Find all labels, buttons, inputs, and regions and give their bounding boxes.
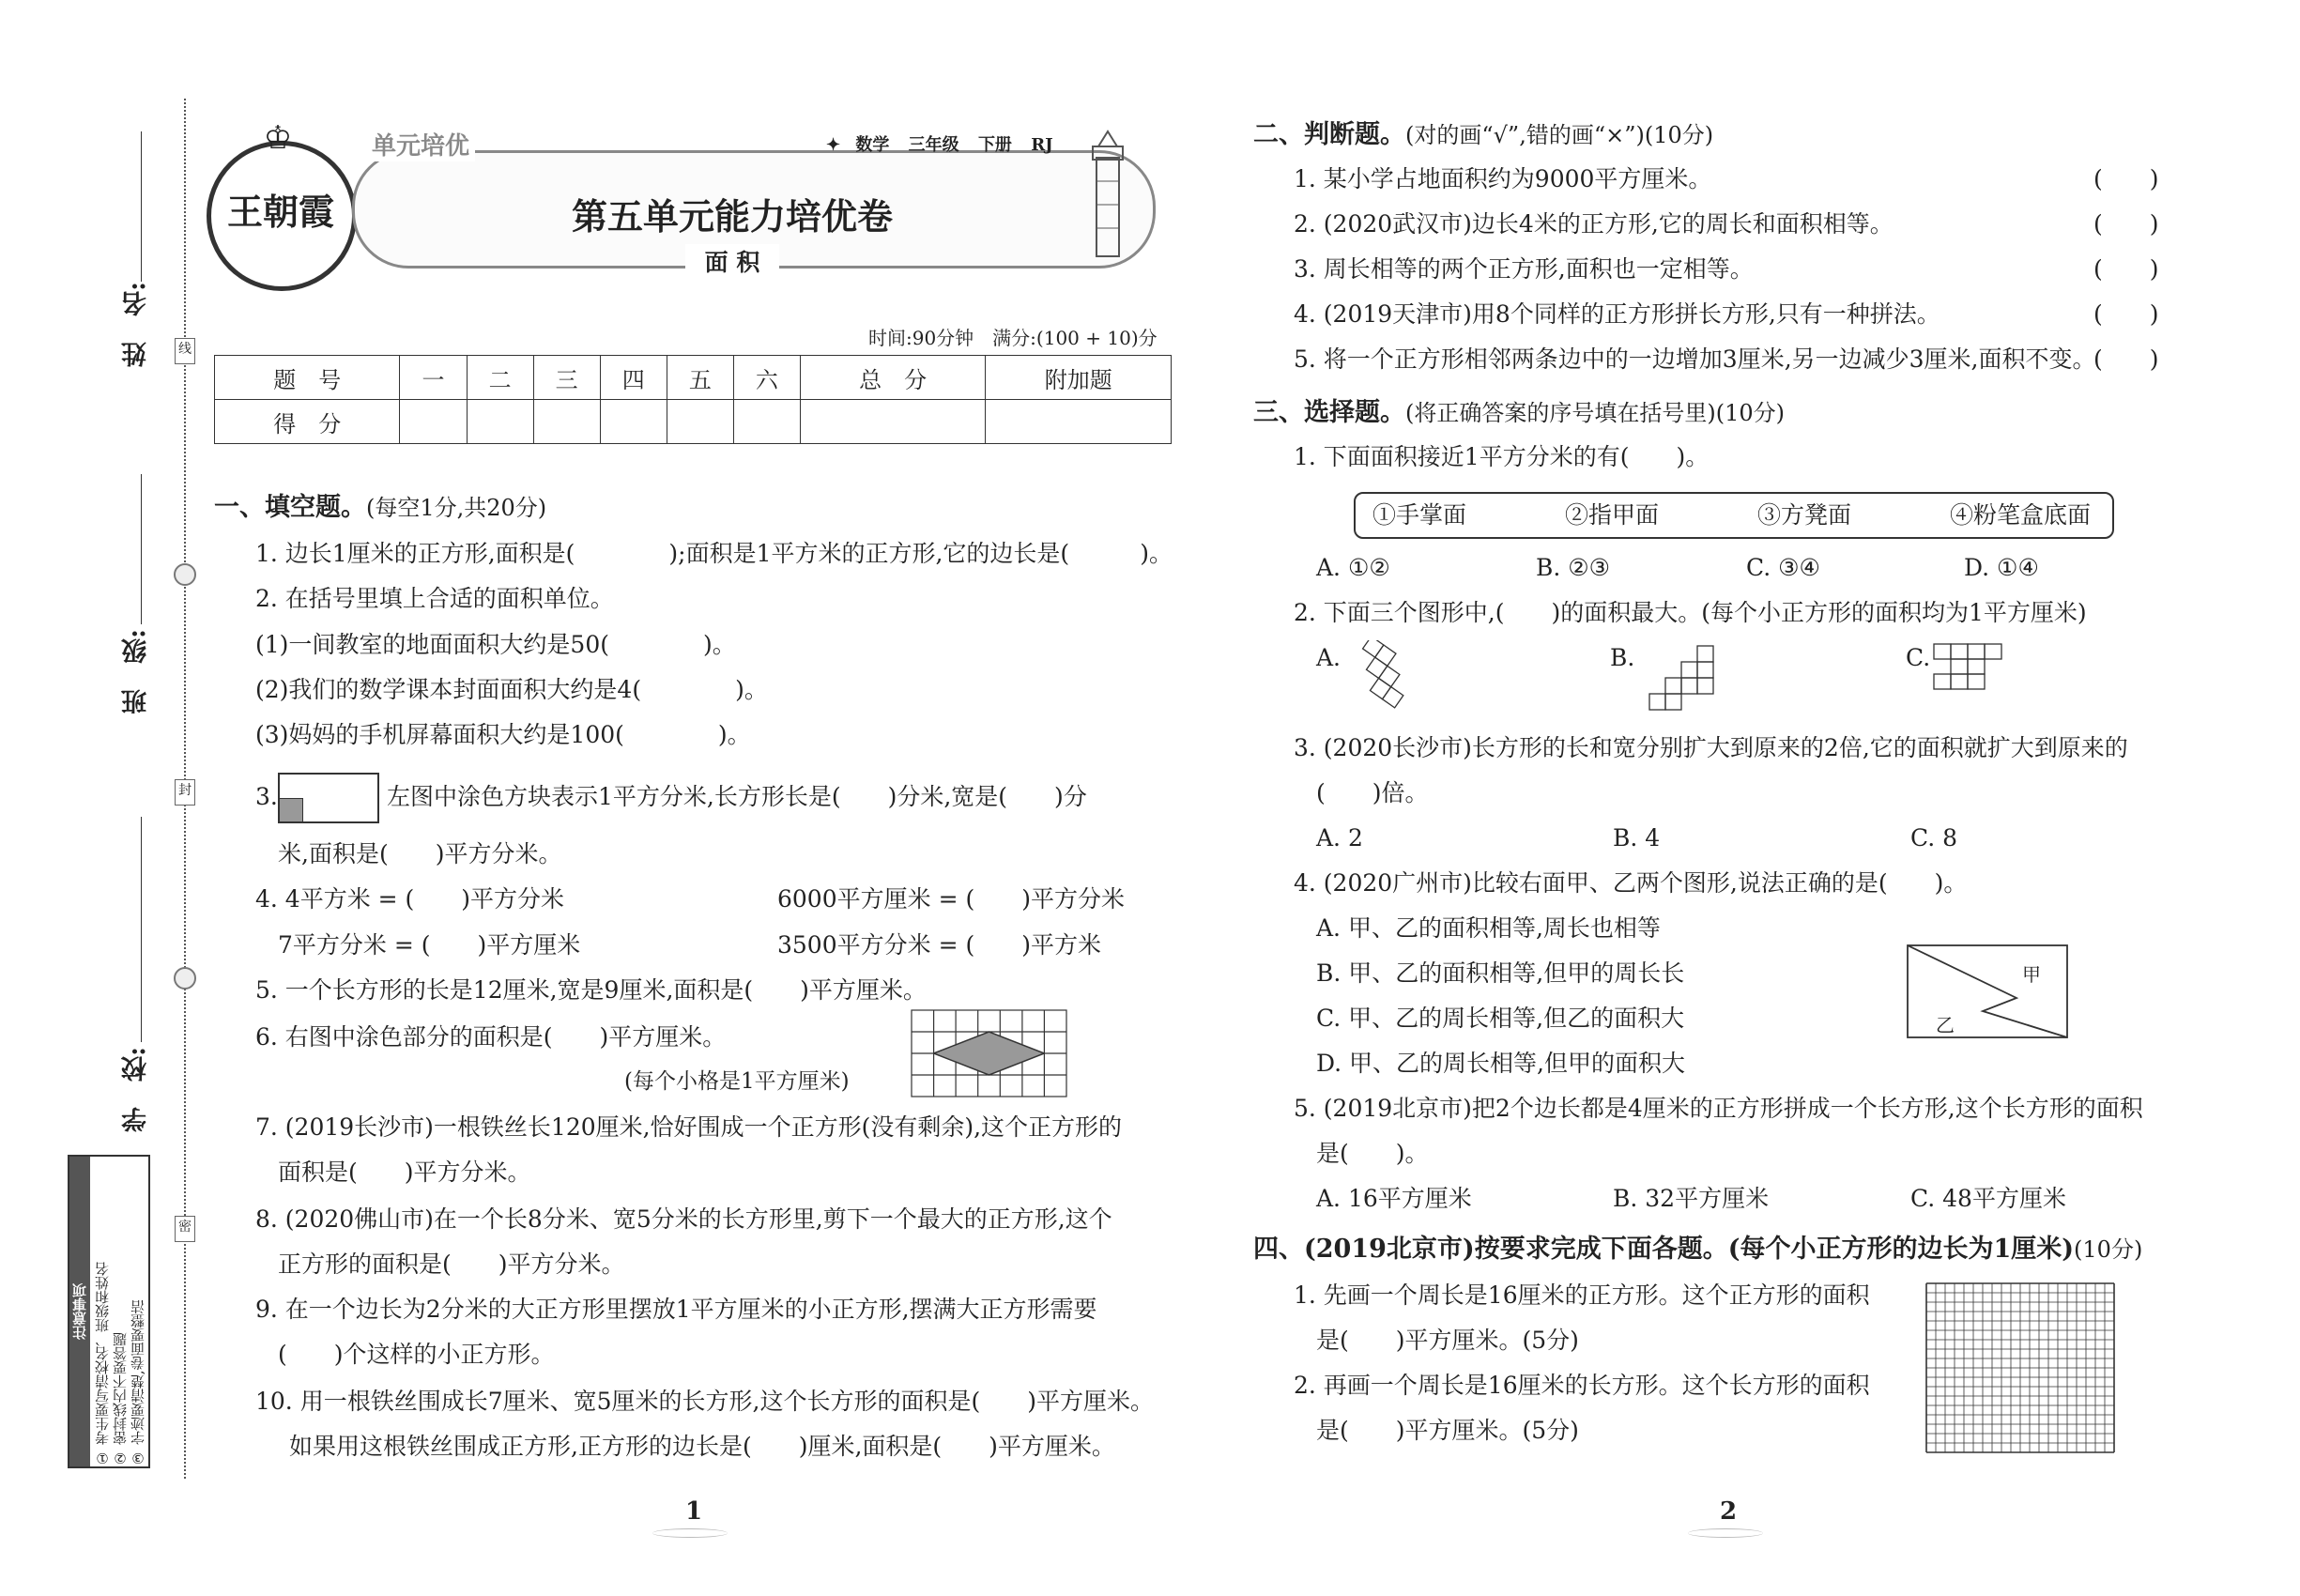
s3-q2-option-c[interactable]: C. bbox=[1906, 644, 1931, 671]
notice-item: ① 考生要写清校名、班级和姓名 bbox=[94, 1262, 111, 1466]
section3-title bbox=[1253, 398, 1785, 428]
meta-star-icon: ✦ bbox=[826, 135, 841, 155]
s3-q1: 1. 下面面积接近1平方分米的有( )。 bbox=[1294, 443, 1710, 470]
s1-q8b: 正方形的面积是( )平方分米。 bbox=[278, 1251, 625, 1278]
class-label: 班 级: bbox=[122, 629, 151, 714]
s3-q3-option[interactable]: B. 4 bbox=[1613, 824, 1661, 852]
score-header-row bbox=[215, 356, 1172, 400]
s2-item: 5. 将一个正方形相邻两条边中的一边增加3厘米,另一边减少3厘米,面积不变。 bbox=[1294, 345, 2096, 373]
score-table bbox=[214, 355, 1172, 444]
score-cell[interactable] bbox=[667, 400, 733, 444]
s1-q7a: 7. (2019长沙市)一根铁丝长120厘米,恰好围成一个正方形(没有剩余),这个正方形的 bbox=[255, 1113, 1123, 1141]
s1-q10a: 10. 用一根铁丝围成长7厘米、宽5厘米的长方形,这个长方形的面积是( )平方厘米。 bbox=[255, 1388, 1154, 1415]
page-ornament bbox=[1688, 1528, 1763, 1538]
section1-heading: 一、填空题。 bbox=[214, 493, 366, 522]
notice-box bbox=[68, 1155, 150, 1468]
school-label: 学 校: bbox=[122, 1047, 151, 1132]
score-header-cell: 三 bbox=[533, 356, 600, 400]
score-header-cell: 五 bbox=[667, 356, 733, 400]
section4-note: (10分) bbox=[2074, 1236, 2143, 1263]
score-header-cell: 附加题 bbox=[986, 356, 1172, 400]
s1-q6: 6. 右图中涂色部分的面积是( )平方厘米。 bbox=[255, 1023, 727, 1051]
meta-line bbox=[826, 131, 1053, 156]
s3-q1-box-item: ④粉笔盒底面 bbox=[1950, 501, 2092, 529]
page-ornament bbox=[652, 1528, 728, 1538]
lighthouse-icon bbox=[1080, 130, 1136, 261]
s3-q2-option-b[interactable]: B. bbox=[1610, 644, 1635, 671]
s1-q9b: ( )个这样的小正方形。 bbox=[278, 1341, 555, 1368]
score-cell[interactable] bbox=[467, 400, 533, 444]
s3-q4-option[interactable]: D. 甲、乙的周长相等,但甲的面积大 bbox=[1316, 1050, 1685, 1077]
s2-item: 3. 周长相等的两个正方形,面积也一定相等。 bbox=[1294, 255, 1754, 283]
s3-q5a: 5. (2019北京市)把2个边长都是4厘米的正方形拼成一个长方形,这个长方形的面积 bbox=[1294, 1095, 2143, 1122]
s3-q3-option[interactable]: A. 2 bbox=[1316, 824, 1363, 852]
s3-q2-figure-a bbox=[1342, 640, 1427, 715]
brand-label: 单元培优 bbox=[366, 127, 475, 161]
cut-mark-seal: 封 bbox=[175, 779, 195, 806]
score-header-cell: 总 分 bbox=[800, 356, 985, 400]
score-header-cell: 四 bbox=[600, 356, 667, 400]
s2-answer-paren[interactable]: ( ) bbox=[2093, 210, 2159, 238]
s3-q4-option[interactable]: B. 甲、乙的面积相等,但甲的周长长 bbox=[1316, 959, 1685, 987]
s3-q1-box-item: ②指甲面 bbox=[1565, 501, 1660, 529]
s1-q2c: (3)妈妈的手机屏幕面积大约是100( )。 bbox=[255, 721, 751, 748]
s4-drawing-grid[interactable] bbox=[1924, 1281, 2118, 1462]
score-cell[interactable] bbox=[600, 400, 667, 444]
score-cell[interactable] bbox=[733, 400, 800, 444]
section1-title bbox=[214, 493, 546, 523]
q6-grid-figure bbox=[911, 1009, 1068, 1099]
s2-item: 4. (2019天津市)用8个同样的正方形拼长方形,只有一种拼法。 bbox=[1294, 300, 1940, 328]
s3-q5b: 是( )。 bbox=[1316, 1140, 1429, 1167]
s1-q4a: 4. 4平方米 = ( )平方分米 bbox=[255, 885, 565, 913]
s4-q1a: 1. 先画一个周长是16厘米的正方形。这个正方形的面积 bbox=[1294, 1281, 1870, 1309]
s3-q3b: ( )倍。 bbox=[1316, 779, 1429, 806]
s1-q2a: (1)一间教室的地面面积大约是50( )。 bbox=[255, 631, 736, 658]
meta-edition: RJ bbox=[1031, 135, 1053, 155]
s3-q4-option[interactable]: C. 甲、乙的周长相等,但乙的面积大 bbox=[1316, 1005, 1685, 1032]
s3-q5-option[interactable]: A. 16平方厘米 bbox=[1316, 1185, 1472, 1212]
s3-q1-choice-box bbox=[1354, 492, 2114, 539]
s3-q5-option[interactable]: B. 32平方厘米 bbox=[1613, 1185, 1770, 1212]
score-cell[interactable] bbox=[800, 400, 985, 444]
s3-q1-option[interactable]: D. ①④ bbox=[1964, 554, 2039, 581]
s3-q1-option[interactable]: A. ①② bbox=[1316, 554, 1390, 581]
s1-q4b: 6000平方厘米 = ( )平方分米 bbox=[777, 885, 1125, 913]
s1-q8a: 8. (2020佛山市)在一个长8分米、宽5分米的长方形里,剪下一个最大的正方形,这个 bbox=[255, 1205, 1112, 1233]
score-value-row bbox=[215, 400, 1172, 444]
cut-mark-line: 线 bbox=[175, 338, 195, 364]
q3-rectangle-figure bbox=[278, 773, 379, 823]
score-header-cell: 一 bbox=[400, 356, 467, 400]
section4-title bbox=[1253, 1235, 2142, 1265]
s2-answer-paren[interactable]: ( ) bbox=[2093, 345, 2159, 373]
score-header-cell: 六 bbox=[733, 356, 800, 400]
meta-subject: 数学 bbox=[855, 135, 890, 155]
s3-q4: 4. (2020广州市)比较右面甲、乙两个图形,说法正确的是( )。 bbox=[1294, 869, 1968, 897]
s4-q1b: 是( )平方厘米。(5分) bbox=[1316, 1327, 1579, 1354]
s3-q2-figure-c bbox=[1932, 642, 2016, 708]
s1-q6-note: (每个小格是1平方厘米) bbox=[624, 1069, 850, 1094]
s3-q1-option[interactable]: C. ③④ bbox=[1746, 554, 1820, 581]
s3-q4-figure bbox=[1906, 944, 2071, 1041]
score-row-label: 得 分 bbox=[215, 400, 400, 444]
s3-q1-box-item: ①手掌面 bbox=[1372, 501, 1467, 529]
section4-heading: 四、(2019北京市)按要求完成下面各题。(每个小正方形的边长为1厘米) bbox=[1253, 1235, 2075, 1264]
score-cell[interactable] bbox=[400, 400, 467, 444]
name-blank-line[interactable] bbox=[141, 131, 142, 282]
s1-q3a: 左图中涂色方块表示1平方分米,长方形长是( )分米,宽是( )分 bbox=[387, 783, 1087, 810]
s3-q1-option[interactable]: B. ②③ bbox=[1536, 554, 1611, 581]
school-blank-line[interactable] bbox=[141, 817, 142, 1042]
s1-q5: 5. 一个长方形的长是12厘米,宽是9厘米,面积是( )平方厘米。 bbox=[255, 976, 927, 1004]
s1-q1: 1. 边长1厘米的正方形,面积是( );面积是1平方米的正方形,它的边长是( )。 bbox=[255, 540, 1173, 567]
s4-q2a: 2. 再画一个周长是16厘米的长方形。这个长方形的面积 bbox=[1294, 1372, 1870, 1399]
s1-q4c: 7平方分米 = ( )平方厘米 bbox=[278, 931, 581, 959]
cut-mark-secret: 密 bbox=[175, 1216, 195, 1242]
s2-item: 1. 某小学占地面积约为9000平方厘米。 bbox=[1294, 165, 1712, 192]
s3-q2-option-a[interactable]: A. bbox=[1316, 644, 1342, 671]
page-number-right: 2 bbox=[1720, 1497, 1738, 1526]
meta-grade: 三年级 bbox=[908, 135, 959, 155]
s1-q3b: 米,面积是( )平方分米。 bbox=[278, 840, 562, 867]
s3-q2: 2. 下面三个图形中,( )的面积最大。(每个小正方形的面积均为1平方厘米) bbox=[1294, 599, 2087, 626]
score-cell[interactable] bbox=[533, 400, 600, 444]
score-header-cell: 二 bbox=[467, 356, 533, 400]
logo-text: 王朝霞 bbox=[226, 191, 334, 233]
notice-item: ② 密封线内不要答题 bbox=[112, 1332, 129, 1466]
section2-title bbox=[1253, 120, 1713, 150]
s2-answer-paren[interactable]: ( ) bbox=[2093, 165, 2159, 192]
section2-heading: 二、判断题。 bbox=[1253, 120, 1405, 149]
section3-note: (将正确答案的序号填在括号里)(10分) bbox=[1405, 400, 1785, 426]
binding-hole-icon bbox=[174, 563, 196, 586]
name-label: 姓 名: bbox=[122, 282, 151, 367]
page-number-left: 1 bbox=[685, 1497, 703, 1526]
s2-answer-paren[interactable]: ( ) bbox=[2093, 300, 2159, 328]
s1-q2b: (2)我们的数学课本封面面积大约是4( )。 bbox=[255, 676, 768, 703]
s1-q7b: 面积是( )平方分米。 bbox=[278, 1159, 531, 1186]
s3-q2-figure-b bbox=[1633, 642, 1746, 717]
s2-answer-paren[interactable]: ( ) bbox=[2093, 255, 2159, 283]
time-info: 时间:90分钟 满分:(100 + 10)分 bbox=[868, 327, 1158, 349]
logo-badge bbox=[207, 119, 357, 291]
page-title: 第五单元能力培优卷 bbox=[571, 196, 893, 238]
s1-q2: 2. 在括号里填上合适的面积单位。 bbox=[255, 585, 614, 612]
s3-q3a: 3. (2020长沙市)长方形的长和宽分别扩大到原来的2倍,它的面积就扩大到原来的 bbox=[1294, 734, 2128, 761]
meta-term: 下册 bbox=[977, 135, 1012, 155]
notice-item: ③ 字迹要清楚,卷面要整洁 bbox=[130, 1299, 146, 1466]
s1-q4d: 3500平方分米 = ( )平方米 bbox=[777, 931, 1101, 959]
class-blank-line[interactable] bbox=[141, 474, 142, 624]
notice-title: 注意事项 bbox=[69, 1157, 90, 1466]
section2-note: (对的画“√”,错的画“×”)(10分) bbox=[1405, 122, 1714, 148]
s3-q4-label-jia: 甲 bbox=[2022, 963, 2041, 986]
crown-icon: ♔ bbox=[263, 119, 293, 157]
score-cell[interactable] bbox=[986, 400, 1172, 444]
s3-q4-option[interactable]: A. 甲、乙的面积相等,周长也相等 bbox=[1316, 914, 1661, 942]
s3-q5-option[interactable]: C. 48平方厘米 bbox=[1910, 1185, 2066, 1212]
s3-q1-box-item: ③方凳面 bbox=[1757, 501, 1852, 529]
q6-shaded-rhombus bbox=[934, 1032, 1045, 1075]
s1-q9a: 9. 在一个边长为2分米的大正方形里摆放1平方厘米的小正方形,摆满大正方形需要 bbox=[255, 1296, 1097, 1323]
binding-hole-icon bbox=[174, 967, 196, 990]
s1-q3-num: 3. bbox=[255, 783, 278, 810]
section3-heading: 三、选择题。 bbox=[1253, 398, 1405, 427]
s3-q3-option[interactable]: C. 8 bbox=[1910, 824, 1958, 852]
q3-shaded-square bbox=[280, 798, 303, 821]
score-header-cell: 题 号 bbox=[215, 356, 400, 400]
page-subtitle: 面 积 bbox=[685, 244, 779, 278]
s3-q4-label-yi: 乙 bbox=[1936, 1014, 1955, 1036]
s1-q10b: 如果用这根铁丝围成正方形,正方形的边长是( )厘米,面积是( )平方厘米。 bbox=[289, 1433, 1115, 1460]
s4-q2b: 是( )平方厘米。(5分) bbox=[1316, 1417, 1579, 1444]
section1-note: (每空1分,共20分) bbox=[366, 495, 547, 521]
s2-item: 2. (2020武汉市)边长4米的正方形,它的周长和面积相等。 bbox=[1294, 210, 1894, 238]
